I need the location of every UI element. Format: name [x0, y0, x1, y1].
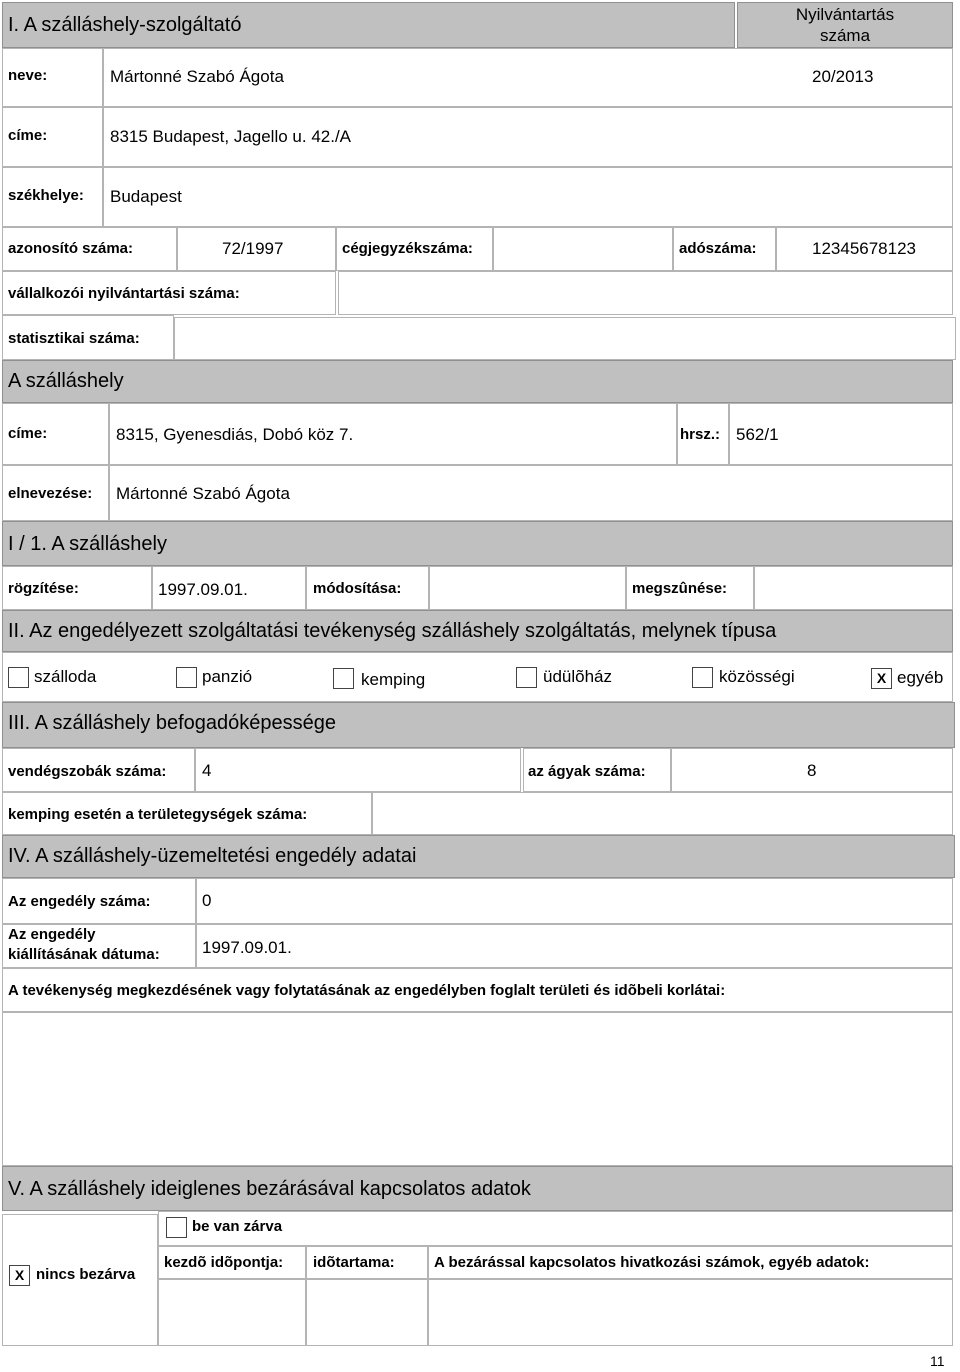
section-5-title: V. A szálláshely ideiglenes bezárásával kapcsolatos adatok [8, 1178, 531, 1200]
ended-field[interactable] [754, 566, 953, 610]
company-reg-label: cégjegyzékszáma: [342, 240, 473, 257]
issue-label-line2: kiállításának dátuma: [8, 946, 160, 963]
accommodation-header [2, 360, 953, 403]
modified-field[interactable] [429, 566, 626, 610]
name-value: Mártonné Szabó Ágota [110, 67, 284, 86]
permit-no-field[interactable] [196, 878, 953, 924]
rooms-label: vendégszobák száma: [8, 763, 167, 780]
type-udulohaz-checkbox[interactable] [516, 667, 537, 688]
type-panzio-label: panzió [202, 667, 253, 686]
tax-label: adószáma: [679, 240, 757, 257]
issue-field[interactable] [196, 924, 953, 968]
types-row [2, 652, 953, 702]
type-egyeb-label: egyéb [897, 668, 944, 687]
not-closed-label: nincs bezárva [36, 1266, 136, 1283]
refs-label: A bezárással kapcsolatos hivatkozási számok, egyéb adatok: [434, 1254, 870, 1271]
duration-field[interactable] [306, 1279, 428, 1346]
acc-name-value: Mártonné Szabó Ágota [116, 484, 290, 503]
ended-label: megszûnése: [632, 580, 728, 597]
acc-address-value: 8315, Gyenesdiás, Dobó köz 7. [116, 425, 354, 444]
name-label: neve: [8, 67, 48, 84]
type-kemping-checkbox[interactable] [333, 668, 354, 689]
type-kemping-label: kemping [361, 670, 426, 689]
not-closed-checkbox[interactable]: X [9, 1265, 30, 1286]
type-kozossegi-checkbox[interactable] [692, 667, 713, 688]
address-value: 8315 Budapest, Jagello u. 42./A [110, 127, 352, 146]
closed-checkbox[interactable] [166, 1217, 187, 1238]
address-label: címe: [8, 127, 48, 144]
limits-label: A tevékenység megkezdésének vagy folytatásának az engedélyben foglalt területi és idõbeli korlátai: [8, 982, 726, 999]
refs-field[interactable] [428, 1279, 953, 1346]
lot-value: 562/1 [736, 425, 779, 444]
type-egyeb-checkbox[interactable]: X [871, 668, 892, 689]
seat-label: székhelye: [8, 187, 84, 204]
closed-label: be van zárva [192, 1218, 283, 1235]
stat-label: statisztikai száma: [8, 330, 140, 347]
registration-number-value: 20/2013 [812, 67, 874, 86]
lot-label: hrsz.: [680, 426, 721, 443]
id-label: azonosító száma: [8, 240, 134, 257]
rooms-value: 4 [202, 761, 212, 780]
rooms-field[interactable] [195, 748, 521, 792]
duration-label: idõtartama: [313, 1254, 395, 1271]
section-4-title: IV. A szálláshely-üzemeltetési engedély adatai [8, 845, 417, 867]
acc-address-label: címe: [8, 425, 48, 442]
stat-field[interactable] [174, 317, 956, 360]
acc-name-label: elnevezése: [8, 485, 93, 502]
type-panzio-checkbox[interactable] [176, 667, 197, 688]
registration-header-line2: száma [819, 26, 871, 45]
section-1-1-title: I / 1. A szálláshely [8, 533, 167, 555]
recorded-label: rögzítése: [8, 580, 79, 597]
recorded-value: 1997.09.01. [158, 580, 248, 599]
registration-header-line1: Nyilvántartás [795, 5, 895, 24]
camping-field[interactable] [372, 792, 953, 835]
id-value: 72/1997 [222, 239, 284, 258]
tax-value: 12345678123 [812, 239, 917, 258]
beds-value: 8 [807, 761, 817, 780]
seat-value: Budapest [110, 187, 182, 206]
start-label: kezdõ idõpontja: [164, 1254, 284, 1271]
entrepreneur-field[interactable] [338, 271, 953, 315]
permit-no-value: 0 [202, 891, 212, 910]
entrepreneur-label: vállalkozói nyilvántartási száma: [8, 285, 240, 302]
limits-field[interactable] [2, 1012, 953, 1166]
camping-label: kemping esetén a területegységek száma: [8, 806, 308, 823]
page-number: 11 [930, 1353, 945, 1369]
seat-field[interactable] [103, 167, 953, 227]
section-3-title: III. A szálláshely befogadóképessége [8, 712, 337, 734]
modified-label: módosítása: [313, 580, 402, 597]
issue-value: 1997.09.01. [202, 938, 292, 957]
type-szalloda-checkbox[interactable] [8, 667, 29, 688]
beds-label: az ágyak száma: [528, 763, 646, 780]
section-2-title: II. Az engedélyezett szolgáltatási tevékenység szálláshely szolgáltatás, melynek típusa [8, 620, 777, 642]
company-reg-field[interactable] [493, 227, 673, 271]
start-field[interactable] [158, 1279, 306, 1346]
type-udulohaz-label: üdülõház [543, 667, 613, 686]
section-1-title: I. A szálláshely-szolgáltató [8, 14, 242, 36]
type-szalloda-label: szálloda [34, 667, 97, 686]
accommodation-title: A szálláshely [8, 370, 124, 392]
permit-no-label: Az engedély száma: [8, 893, 151, 910]
issue-label-line1: Az engedély [8, 926, 96, 943]
type-kozossegi-label: közösségi [719, 667, 795, 686]
